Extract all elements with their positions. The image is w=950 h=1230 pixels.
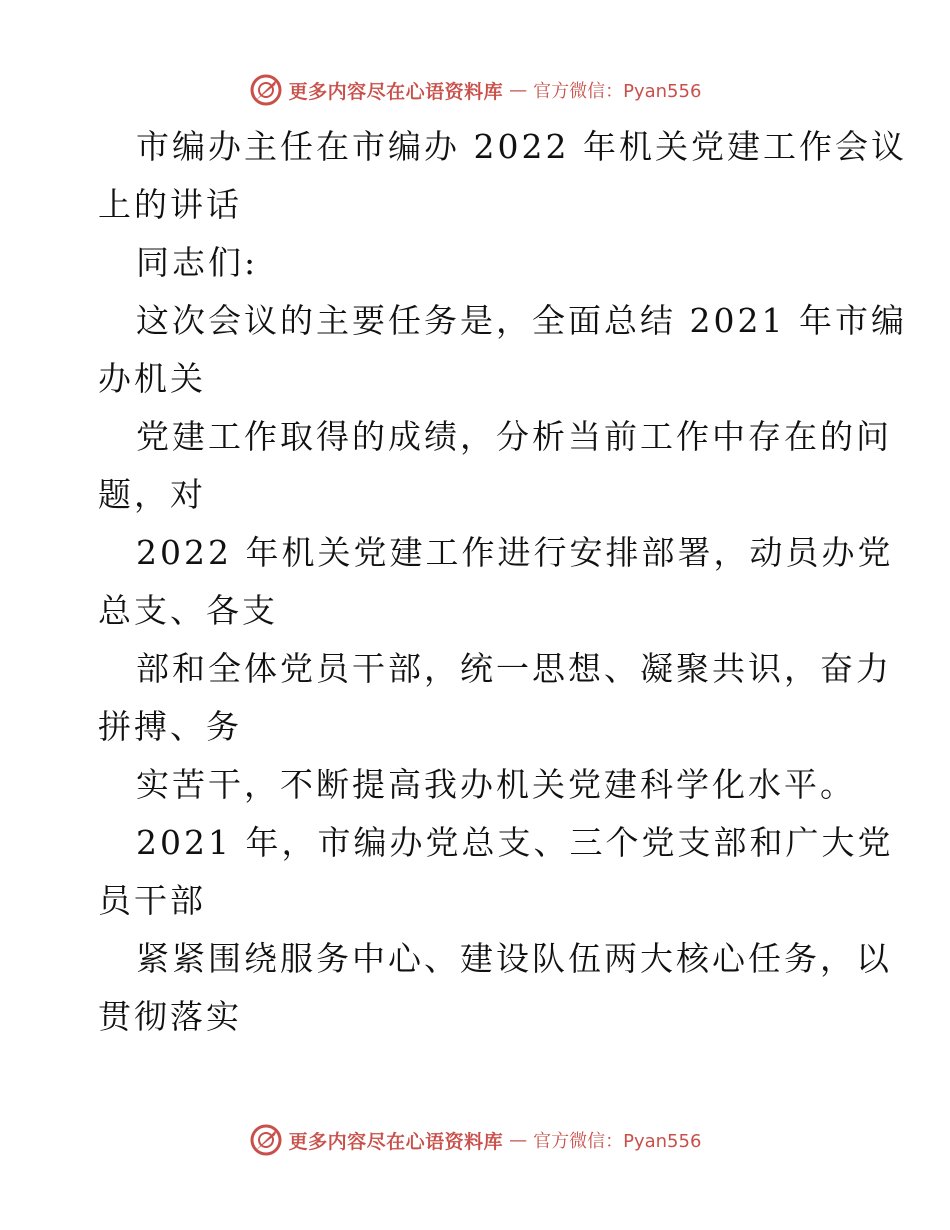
text-line: 市编办主任在市编办 2022 年机关党建工作会议 [136, 127, 907, 166]
text-line: 党建工作取得的成绩，分析当前工作中存在的问 [136, 417, 892, 456]
watermark-official-text: 官方微信：Pyan556 [533, 81, 702, 102]
text-line: 拼搏、务 [98, 707, 242, 746]
text-line: 紧紧围绕服务中心、建设队伍两大核心任务，以 [136, 939, 892, 978]
text-line: 部和全体党员干部，统一思想、凝聚共识，奋力 [136, 649, 892, 688]
text-line: 2022 年机关党建工作进行安排部署，动员办党 [136, 533, 894, 572]
watermark-site-text: 更多内容尽在心语资料库 [288, 1130, 504, 1153]
watermark-separator: — [509, 1129, 528, 1151]
text-line: 2021 年，市编办党总支、三个党支部和广大党 [136, 823, 894, 862]
watermark-site-text: 更多内容尽在心语资料库 [288, 80, 504, 103]
text-line: 上的讲话 [98, 185, 242, 224]
pen-logo-icon [249, 1123, 283, 1157]
text-line: 同志们: [136, 243, 259, 282]
pen-logo-icon [249, 73, 283, 107]
text-line: 这次会议的主要任务是，全面总结 2021 年市编 [136, 301, 907, 340]
footer-watermark [0, 1120, 950, 1160]
document-body [98, 118, 907, 1046]
text-line: 总支、各支 [98, 591, 278, 630]
watermark-separator: — [509, 79, 528, 101]
text-line: 贯彻落实 [98, 997, 242, 1036]
watermark-official-text: 官方微信：Pyan556 [533, 1131, 702, 1152]
text-line: 题，对 [98, 475, 206, 514]
header-watermark [0, 70, 950, 110]
text-line: 员干部 [98, 881, 206, 920]
text-line: 办机关 [98, 359, 206, 398]
text-line: 实苦干，不断提高我办机关党建科学化水平。 [136, 765, 856, 804]
